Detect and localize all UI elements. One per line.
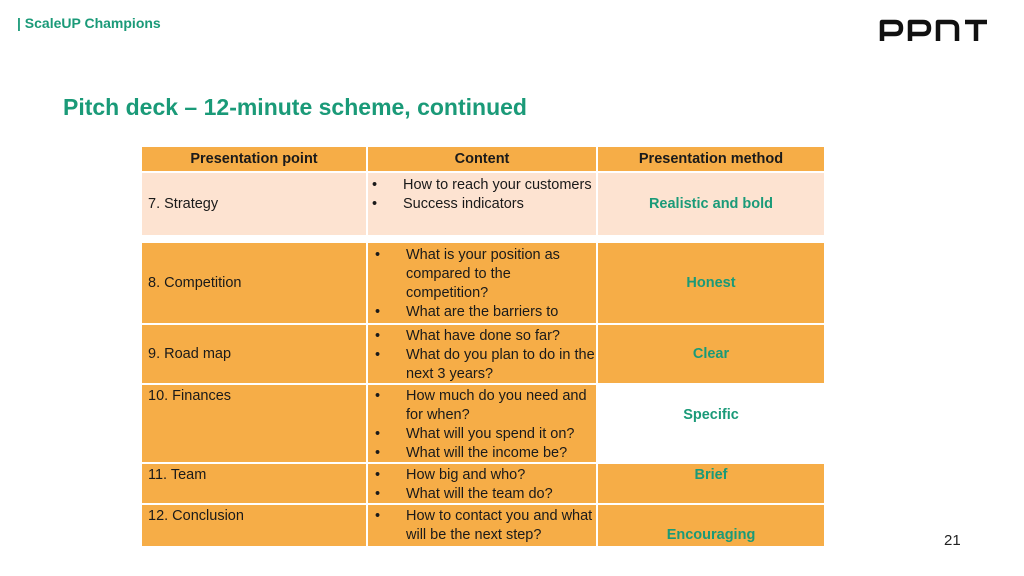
content-bullet: • Success indicators	[365, 195, 596, 214]
ppnt-logo	[879, 19, 991, 43]
table-row-point: 10. Finances	[142, 385, 366, 462]
table-row-content	[368, 385, 596, 462]
content-bullet: • What have done so far?	[368, 327, 596, 346]
column-header-content: Content	[368, 147, 596, 171]
page-number: 21	[944, 532, 961, 549]
table-row-content	[368, 325, 596, 383]
table-row-point: 7. Strategy	[142, 173, 366, 235]
column-header-presentation-point: Presentation point	[142, 147, 366, 171]
table-row-content	[368, 243, 596, 323]
table-row-method: Brief	[598, 464, 824, 503]
content-bullet: • How to reach your customers	[365, 176, 596, 195]
content-bullet: • What do you plan to do in the next 3 years?	[368, 346, 596, 384]
table-row-method: Clear	[598, 325, 824, 383]
table-row-point: 9. Road map	[142, 325, 366, 383]
table-row-method: Encouraging	[598, 505, 824, 546]
content-bullet: • How much do you need and for when?	[368, 387, 596, 425]
table-row-method: Specific	[683, 406, 739, 423]
content-bullet: • What will the income be?	[368, 444, 596, 463]
table-row-point: 12. Conclusion	[142, 505, 366, 546]
page-title: Pitch deck – 12-minute scheme, continued	[63, 94, 527, 120]
content-bullet: • What are the barriers to	[368, 303, 596, 322]
column-header-presentation-method: Presentation method	[598, 147, 824, 171]
table-row-point: 11. Team	[142, 464, 366, 503]
content-bullet: • What is your position as compared to the competition?	[368, 246, 596, 303]
table-row-content	[368, 464, 596, 503]
content-bullet: • What will you spend it on?	[368, 425, 596, 444]
table-row-method: Realistic and bold	[598, 173, 824, 235]
table-row-point: 8. Competition	[142, 243, 366, 323]
content-bullet: • How big and who?	[368, 466, 596, 485]
table-row-content	[368, 505, 596, 546]
brand-label: | ScaleUP Champions	[17, 15, 161, 31]
table-row-content	[368, 173, 596, 235]
content-bullet: • How to contact you and what will be the next step?	[368, 507, 596, 545]
content-bullet: • What will the team do?	[368, 485, 596, 504]
table-row-method: Honest	[598, 243, 824, 323]
